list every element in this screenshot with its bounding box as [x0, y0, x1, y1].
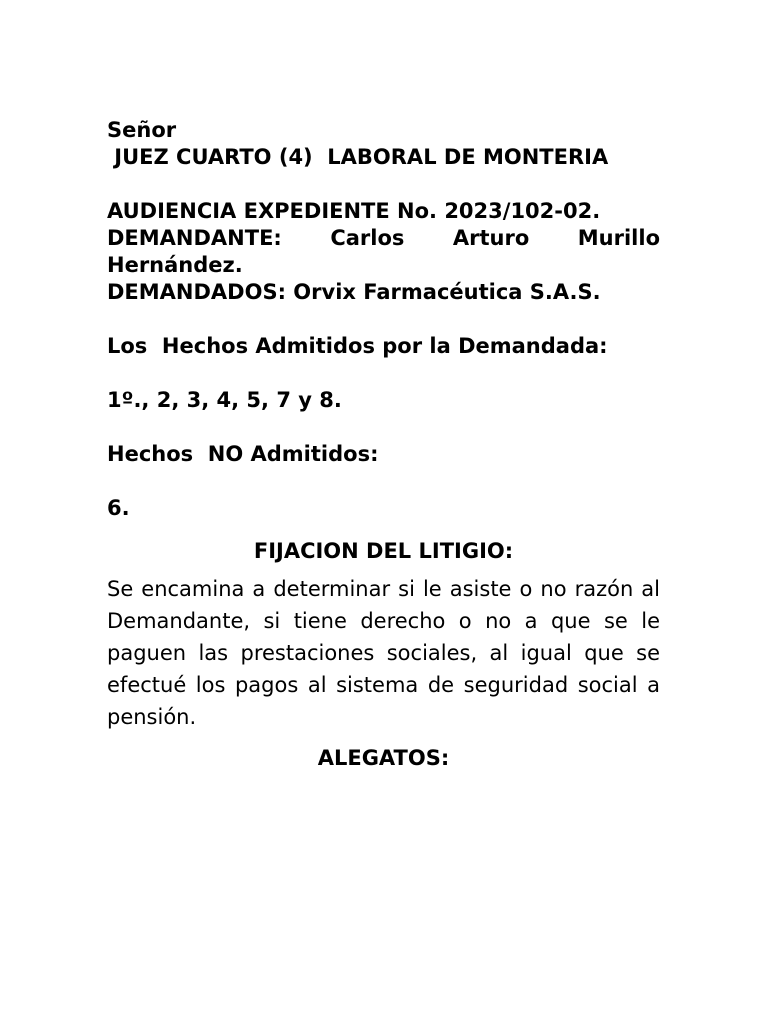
plaintiff-second-surname: Hernández.	[107, 253, 243, 277]
litigio-heading: FIJACION DEL LITIGIO:	[253, 539, 514, 563]
alegatos-heading: ALEGATOS:	[317, 746, 450, 770]
salutation: Señor	[107, 118, 177, 142]
plaintiff-surname: Murillo	[577, 226, 660, 250]
spacer	[107, 414, 660, 441]
plaintiff-label: DEMANDANTE:	[107, 226, 282, 250]
spacer	[107, 171, 660, 198]
plaintiff-middle-name: Arturo	[452, 226, 530, 250]
addressee: JUEZ CUARTO (4) LABORAL DE MONTERIA	[107, 145, 609, 169]
defendants: DEMANDADOS: Orvix Farmacéutica S.A.S.	[107, 280, 601, 304]
admitted-facts-heading: Los Hechos Admitidos por la Demandada:	[107, 334, 608, 358]
not-admitted-heading: Hechos NO Admitidos:	[107, 442, 379, 466]
plaintiff-first-name: Carlos	[330, 226, 405, 250]
litigio-paragraph: Se encamina a determinar si le asiste o no razón al Demandante, si tiene derecho o no a que se le paguen las prestaciones sociales, al igual que se efectué los pagos al sistema de seguridad social a pensión.	[107, 577, 660, 729]
spacer	[107, 360, 660, 387]
case-number: AUDIENCIA EXPEDIENTE No. 2023/102-02.	[107, 199, 601, 223]
not-admitted-facts: 6.	[107, 496, 130, 520]
spacer	[107, 468, 660, 495]
document-page	[107, 117, 660, 772]
admitted-facts: 1º., 2, 3, 4, 5, 7 y 8.	[107, 388, 342, 412]
plaintiff-line	[107, 225, 660, 252]
spacer	[107, 306, 660, 333]
